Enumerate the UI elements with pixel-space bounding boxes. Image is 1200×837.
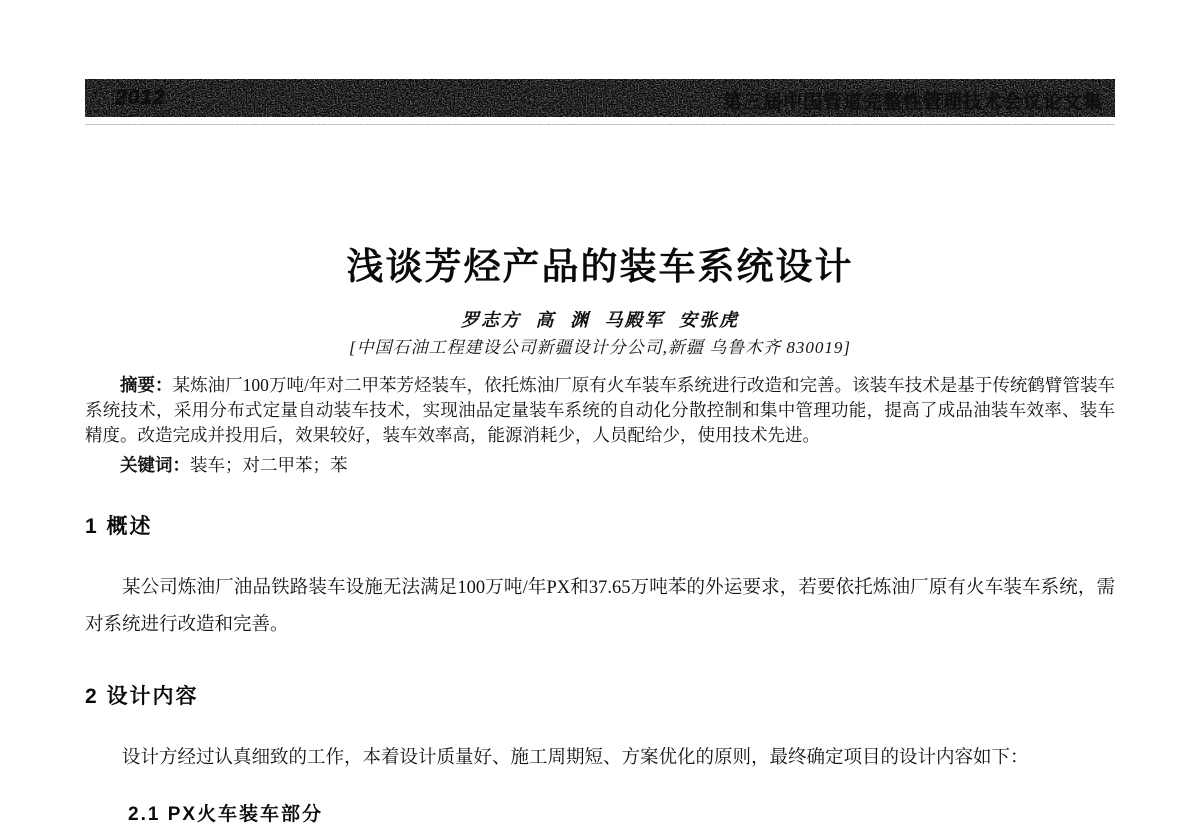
- scan-noise-strip: [85, 118, 1115, 125]
- subsection-2-1-heading: 2.1 PX火车装车部分: [128, 804, 324, 825]
- affiliation-line: [中国石油工程建设公司新疆设计分公司,新疆 乌鲁木齐 830019]: [349, 338, 851, 357]
- keywords-line: [85, 452, 1115, 477]
- abstract-label: 摘要：: [120, 375, 173, 395]
- authors-line: 罗志方 高 渊 马殿军 安张虎: [461, 310, 739, 330]
- header-proceedings-title: 第三届中国管道完整性管理技术会议论文集: [722, 92, 1103, 113]
- section-1-body: 某公司炼油厂油品铁路装车设施无法满足100万吨/年PX和37.65万吨苯的外运要求，若要依托炼油厂原有火车装车系统，需对系统进行改造和完善。: [85, 578, 1115, 635]
- keywords-text: 装车；对二甲苯；苯: [190, 455, 348, 475]
- section-2-body: 设计方经过认真细致的工作，本着设计质量好、施工周期短、方案优化的原则，最终确定项目的设计内容如下：: [122, 748, 1029, 768]
- header-band: [85, 79, 1115, 117]
- section-1-heading: 1 概述: [85, 515, 153, 538]
- abstract-paragraph: [85, 373, 1115, 448]
- section-2-heading: 2 设计内容: [85, 685, 199, 708]
- header-year-label: 2012: [115, 86, 166, 109]
- paper-title: 浅谈芳烃产品的装车系统设计: [346, 246, 854, 287]
- abstract-text: 某炼油厂100万吨/年对二甲苯芳烃装车，依托炼油厂原有火车装车系统进行改造和完善。该装车技术是基于传统鹤臂管装车系统技术，采用分布式定量自动装车技术，实现油品定量装车系统的自动化分散控制和集中管理功能，提高了成品油装车效率、装车精度。改造完成并投用后，效果较好，装车效率高，能源消耗少，人员配给少，使用技术先进。: [85, 375, 1116, 445]
- keywords-label: 关键词：: [120, 455, 190, 475]
